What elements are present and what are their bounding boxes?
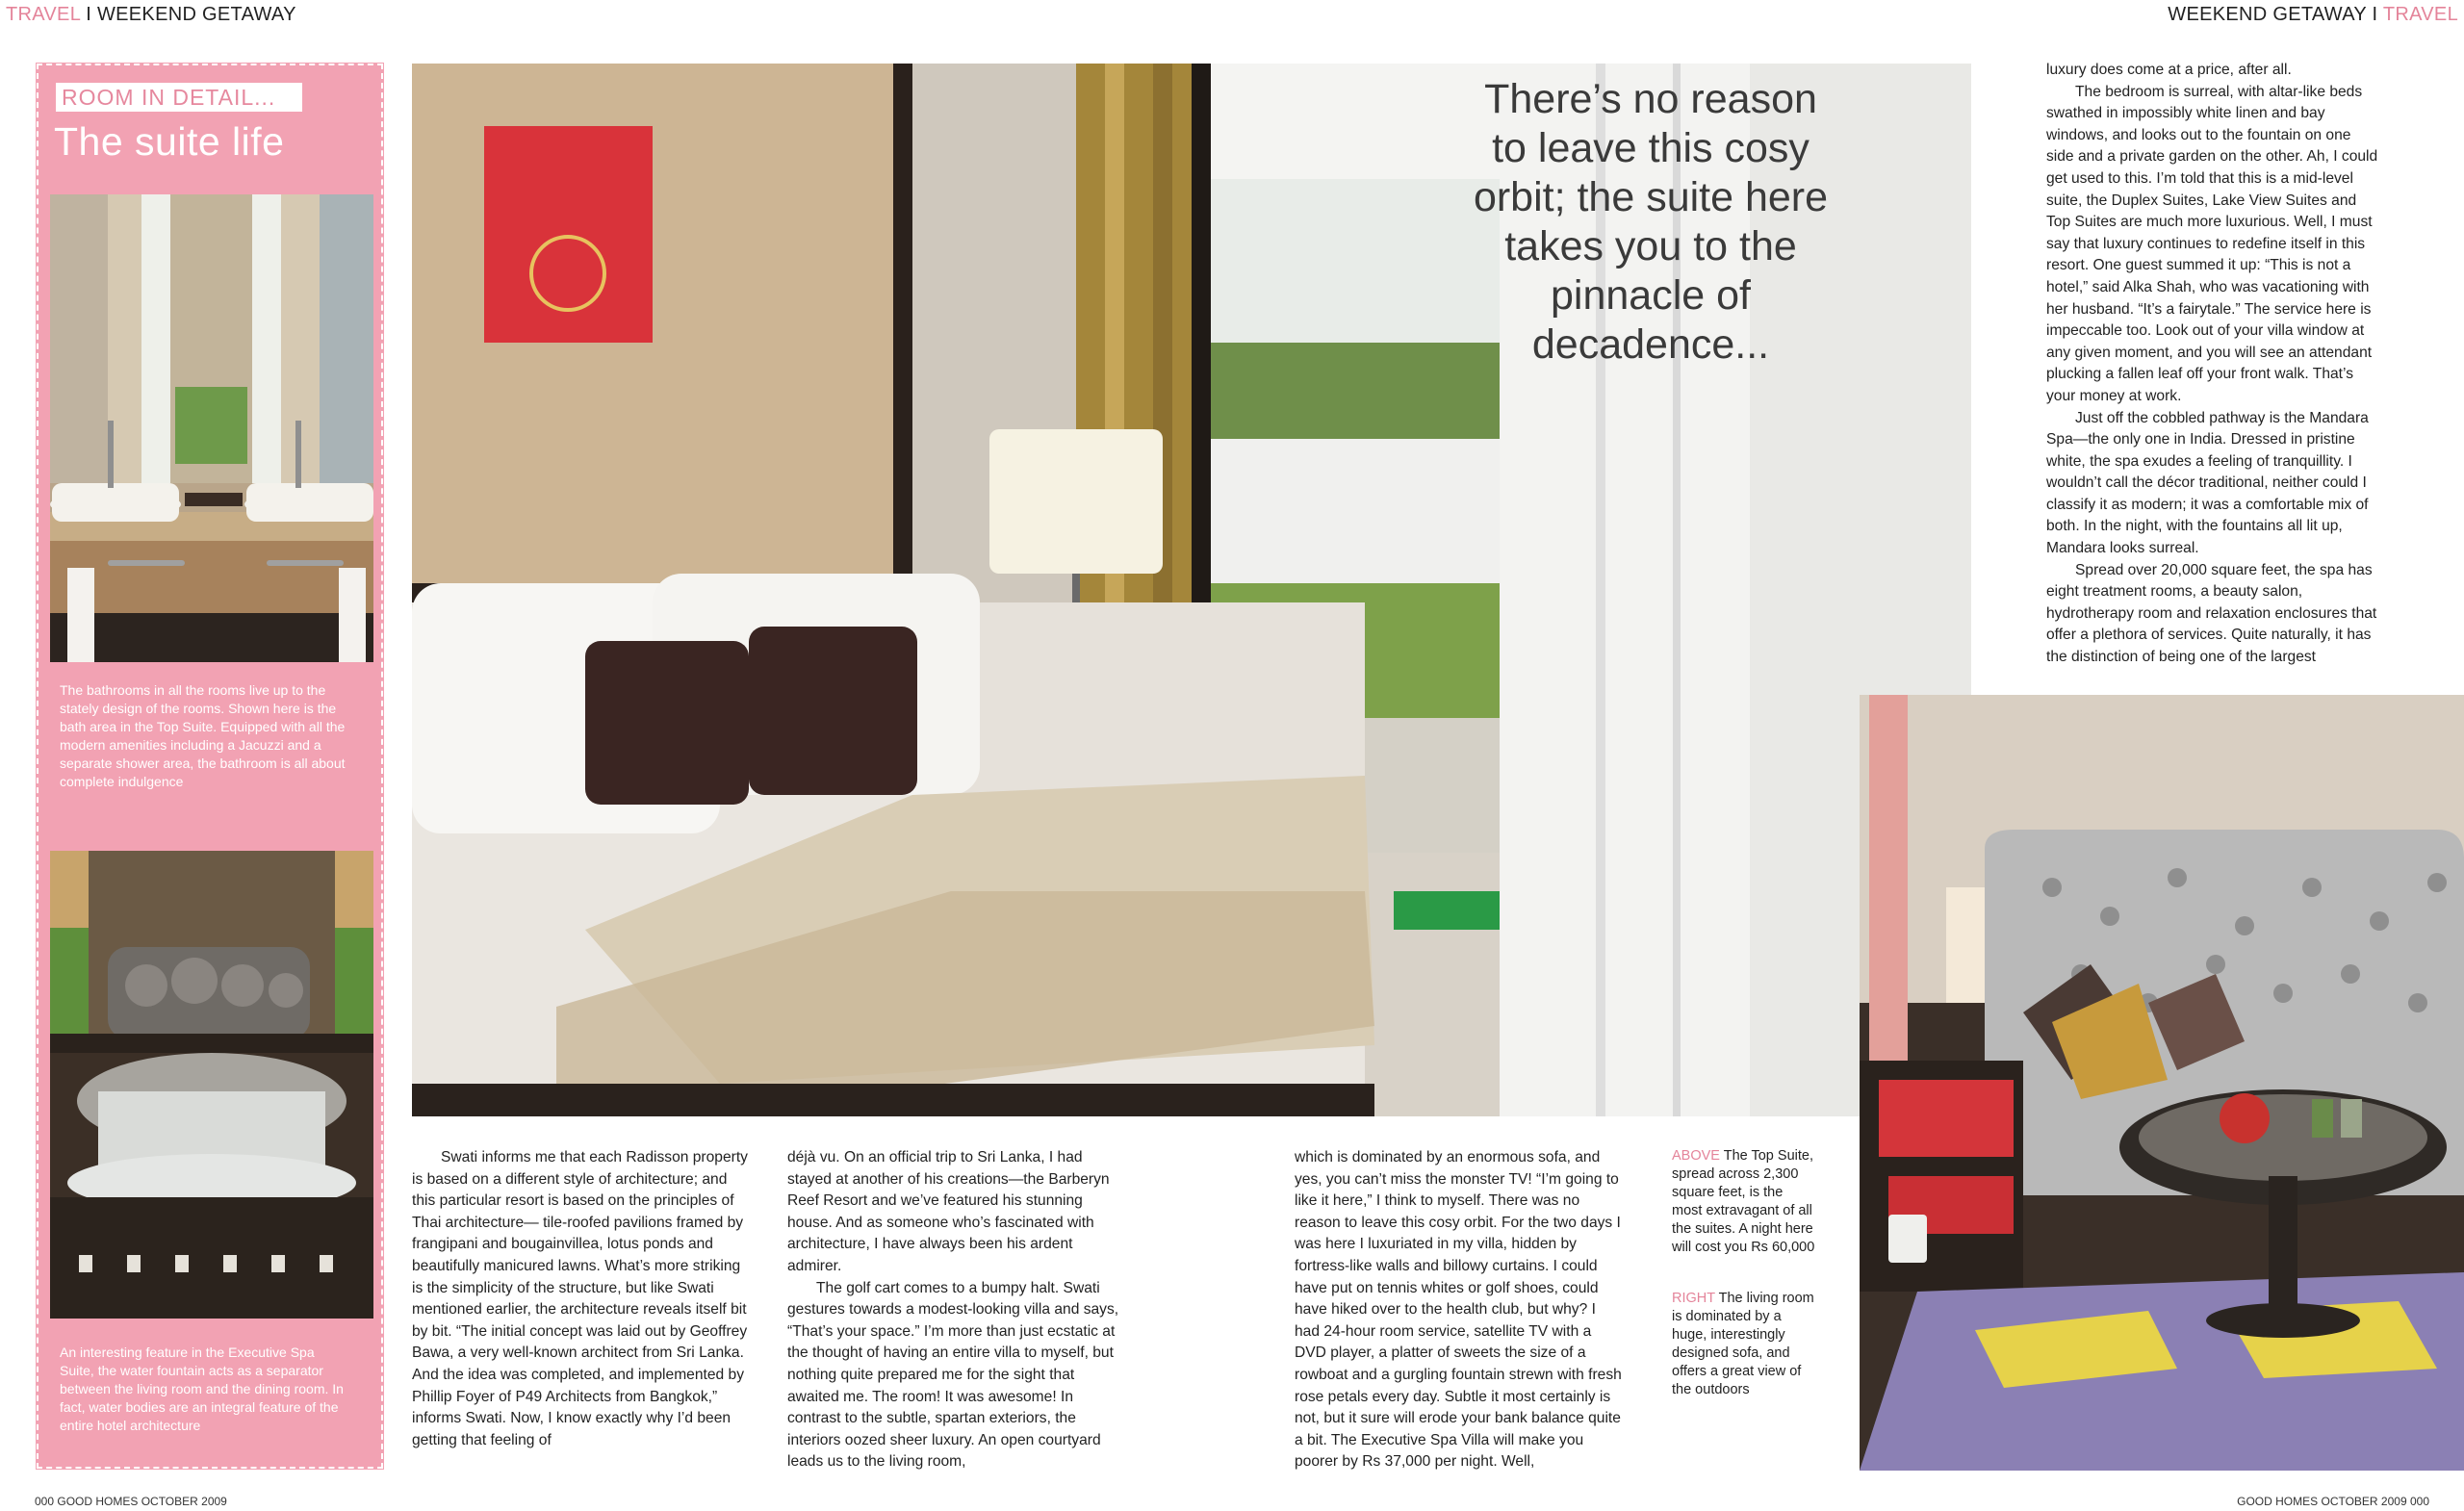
paragraph: The golf cart comes to a bumpy halt. Swati gestures towards a modest-looking villa and says, “That’s your space.” I’m more than just ecstatic at the thought of having an entire villa to myself, but nothing quite prepared me for the sight that awaited me. The room! It was awesome! In contrast to the subtle, spartan exteriors, the interiors oozed sheer luxury. An open courtyard leads us to the living room, (787, 1279, 1119, 1471)
living-room-illustration (1860, 695, 2464, 1471)
article-column-1 (412, 1147, 749, 1451)
bathroom-photo (50, 194, 373, 662)
bathroom-caption: The bathrooms in all the rooms live up to the stately design of the rooms. Shown here is the bath area in the Top Suite. Equipped with all the modern amenities including a Jacuzzi and a separate shower area, the bathroom is all about complete indulgence (60, 682, 346, 789)
fountain-illustration (50, 851, 373, 1319)
paragraph: déjà vu. On an official trip to Sri Lanka, I had stayed at another of his creations—the Barberyn Reef Resort and we’ve featured his stunning house. And as someone who’s fascinated with architecture, I have always been his ardent admirer. (787, 1149, 1110, 1274)
header-title: WEEKEND GETAWAY (2168, 4, 2367, 25)
bathroom-illustration (50, 194, 373, 662)
page-header-right (2168, 4, 2458, 26)
fountain-photo (50, 851, 373, 1319)
pull-quote: There’s no reason to leave this cosy orbit; the suite here takes you to the pinnacle of decadence... (1473, 76, 1829, 368)
sidebar-title: The suite life (54, 119, 285, 164)
caption-above (1672, 1147, 1816, 1257)
header-separator: I (80, 4, 97, 25)
page-footer-right: GOOD HOMES OCTOBER 2009 000 (2237, 1495, 2429, 1508)
sidebar-kicker: ROOM IN DETAIL... (56, 83, 302, 112)
paragraph: Just off the cobbled pathway is the Mandara Spa—the only one in India. Dressed in pristine white, the spa exudes a feeling of tranquillity. I wouldn’t call the décor traditional, neither could I classify it as modern; it was a comfortable mix of both. In the night, with the fountains all lit up, Mandara looks surreal. (2046, 409, 2369, 557)
article-column-4 (2046, 60, 2381, 669)
paragraph: Spread over 20,000 square feet, the spa has eight treatment rooms, a beauty salon, hydrotherapy room and relaxation enclosures that offer a plethora of services. Quite naturally, it has the distinction of being one of the largest (2046, 561, 2377, 666)
paragraph: which is dominated by an enormous sofa, and yes, you can’t miss the monster TV! “I’m going to like it here,” I think to myself. There was no reason to leave this cosy orbit. For the two days I was here I luxuriated in my villa, hidden by fortress-like walls and billowy curtains. I could have put on tennis whites or golf shoes, could have hiked over to the health club, but why? I had 24-hour room service, satellite TV with a DVD player, a platter of sweets the size of a rowboat and a gurgling fountain strewn with fresh rose petals every day. Subtle it most certainly is not, but it sure will erode your bank balance quite a bit. The Executive Spa Villa will make you poorer by Rs 37,000 per night. Well, (1295, 1149, 1622, 1471)
page-footer-left: 000 GOOD HOMES OCTOBER 2009 (35, 1495, 227, 1508)
section-label: TRAVEL (6, 4, 81, 25)
caption-label: ABOVE (1672, 1148, 1720, 1164)
caption-text: The Top Suite, spread across 2,300 square feet, is the most extravagant of all the suites. A night here will cost you Rs 60,000 (1672, 1148, 1815, 1255)
page-header-left (6, 4, 296, 26)
room-detail-sidebar (37, 64, 383, 1469)
header-separator: I (2366, 4, 2383, 25)
fountain-caption: An interesting feature in the Executive Spa Suite, the water fountain acts as a separator between the living room and the dining room. In fact, water bodies are an integral feature of the entire hotel architecture (60, 1345, 344, 1433)
header-title: WEEKEND GETAWAY (96, 4, 296, 25)
article-column-3 (1295, 1147, 1624, 1473)
caption-right (1672, 1290, 1816, 1399)
paragraph: Swati informs me that each Radisson property is based on a different style of architecture; and this particular resort is based on the principles of Thai architecture— tile-roofed pavilions framed by frangipani and bougainvillea, lotus ponds and beautifully manicured lawns. What’s more striking is the simplicity of the structure, but like Swati mentioned earlier, the architecture reveals itself bit by bit. “The initial concept was laid out by Geoffrey Bawa, a very well-known architect from Sri Lanka. And the idea was completed, and implemented by Phillip Foyer of P49 Architects from Bangkok,” informs Swati. Now, I know exactly why I’d been getting that feeling of (412, 1149, 748, 1448)
caption-label: RIGHT (1672, 1291, 1715, 1306)
section-label: TRAVEL (2382, 4, 2458, 25)
paragraph: luxury does come at a price, after all. (2046, 62, 2292, 78)
living-room-photo (1860, 695, 2464, 1471)
caption-text: The living room is dominated by a huge, interestingly designed sofa, and offers a great view of the outdoors (1672, 1291, 1814, 1397)
paragraph: The bedroom is surreal, with altar-like beds swathed in impossibly white linen and bay windows, and looks out to the fountain on one side and a private garden on the other. Ah, I could get used to this. I’m told that this is a mid-level suite, the Duplex Suites, Lake View Suites and Top Suites are much more luxurious. Well, I must say that luxury continues to redefine itself in this resort. One guest summed it up: “This is not a hotel,” said Alka Shah, who was vacationing with her husband. “It’s a fairytale.” The service here is impeccable too. Look out of your villa window at any given moment, and you will see an attendant plucking a fallen leaf off your front walk. That’s your money at work. (2046, 83, 2378, 404)
article-column-2 (787, 1147, 1124, 1473)
